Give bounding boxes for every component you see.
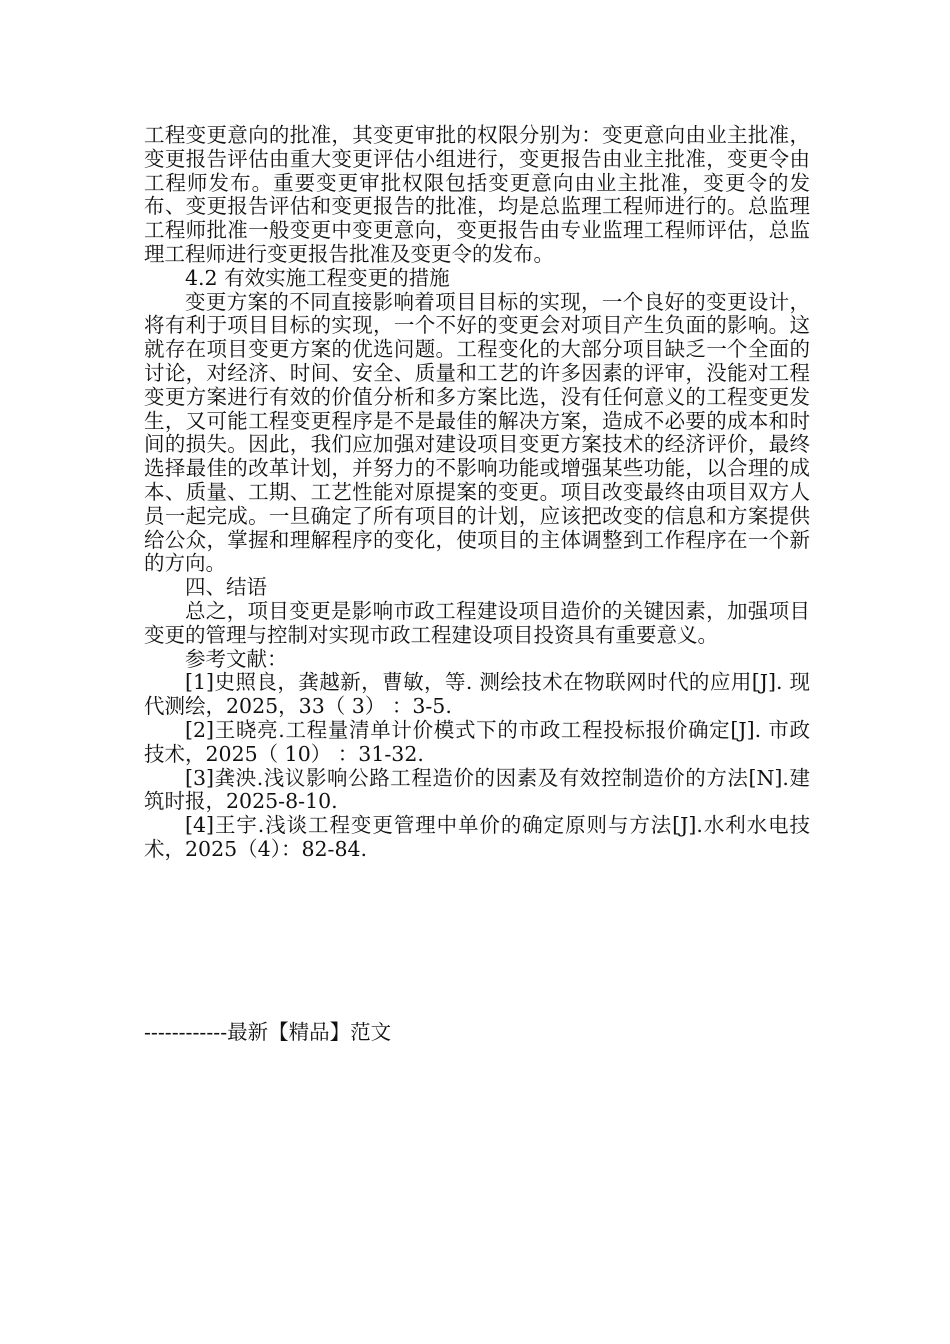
footer-label: ------------最新【精品】范文 (144, 1020, 392, 1044)
reference-item: [4]王宇.浅谈工程变更管理中单价的确定原则与方法[J].水利水电技术，2025（4）：82-84. (144, 813, 810, 861)
section-heading-conclusion: 四、结语 (185, 575, 267, 600)
paragraph-conclusion: 总之，项目变更是影响市政工程建设项目造价的关键因素，加强项目变更的管理与控制对实现市政工程建设项目投资具有重要意义。 (144, 598, 810, 647)
reference-item: [1]史照良，龚越新，曹敏，等. 测绘技术在物联网时代的应用[J]. 现代测绘，2025，33（ 3） ：3-5. (144, 670, 810, 719)
paragraph-measures: 变更方案的不同直接影响着项目目标的实现，一个良好的变更设计，将有利于项目目标的实现，一个不好的变更会对项目产生负面的影响。这就存在项目变更方案的优选问题。工程变化的大部分项目缺乏一个全面的讨论，对经济、时间、安全、质量和工艺的许多因素的评审，没能对工程变更方案进行有效的价值分析和多方案比选，没有任何意义的工程变更发生，又可能工程变更程序是不是最佳的解决方案，造成不必要的成本和时间的损失。因此，我们应加强对建设项目变更方案技术的经济评价，最终选择最佳的改革计划，并努力的不影响功能或增强某些功能，以合理的成本、质量、工期、工艺性能对原提案的变更。项目改变最终由项目双方人员一起完成。一旦确定了所有项目的计划，应该把改变的信息和方案提供给公众，掌握和理解程序的变化，使项目的主体调整到工作程序在一个新的方向。 (144, 289, 810, 576)
reference-item: [2]王晓亮.工程量清单计价模式下的市政工程投标报价确定[J]. 市政技术，2025（ 10） ：31-32. (144, 717, 810, 766)
paragraph-approval: 工程变更意向的批准，其变更审批的权限分别为：变更意向由业主批准，变更报告评估由重大变更评估小组进行，变更报告由业主批准，变更令由工程师发布。重要变更审批权限包括变更意向由业主批准，变更令的发布、变更报告评估和变更报告的批准，均是总监理工程师进行的。总监理工程师批准一般变更中变更意向，变更报告由专业监理工程师评估，总监理工程师进行变更报告批准及变更令的发布。 (144, 123, 810, 266)
reference-list (144, 671, 810, 861)
document-body (144, 124, 810, 862)
section-heading-4-2: 4.2 有效实施工程变更的措施 (185, 265, 450, 290)
references-title: 参考文献： (185, 646, 288, 671)
reference-item: [3]龚泱.浅议影响公路工程造价的因素及有效控制造价的方法[N].建筑时报，2025-8-10. (144, 765, 810, 814)
